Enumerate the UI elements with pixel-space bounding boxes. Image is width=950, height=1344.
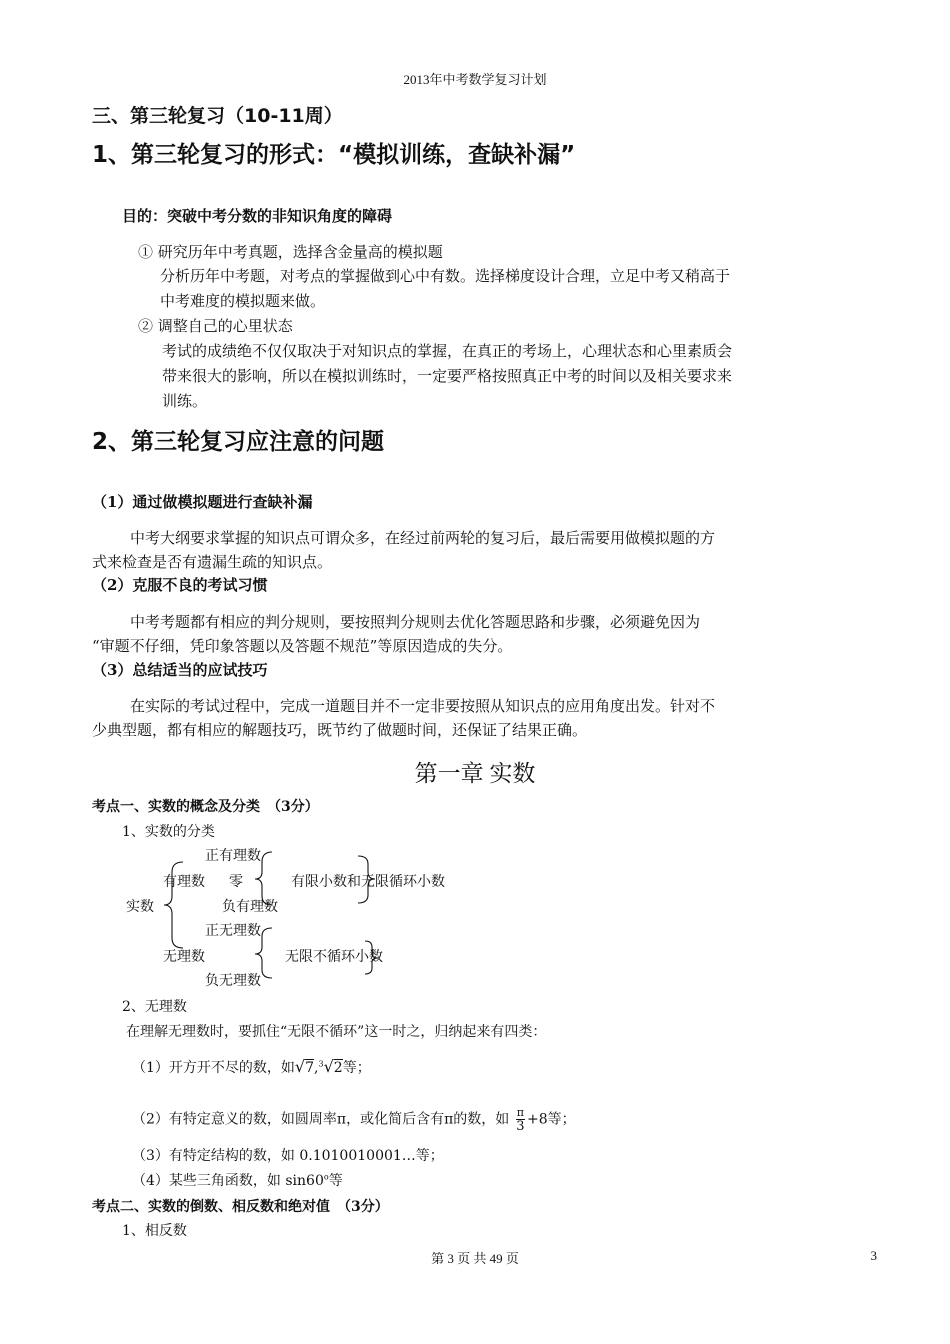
irrational-type-4 [132, 1170, 343, 1190]
page-header: 2013年中考数学复习计划 [403, 72, 547, 87]
kp2-subheading-opposite: 1、相反数 [122, 1223, 187, 1239]
goal-statement: 目的：突破中考分数的非知识角度的障碍 [122, 207, 393, 225]
irrational-intro: 在理解无理数时，要抓住“无限不循环”这一时之，归纳起来有四类： [126, 1024, 547, 1040]
tree-negative-rational: 负有理数 [222, 899, 278, 915]
brace-irrational [255, 928, 272, 978]
tree-rational: 有理数 [163, 874, 205, 890]
tree-root-real-numbers: 实数 [126, 899, 154, 915]
radical-sign-icon: √ [323, 1057, 334, 1076]
degree-mark: o [323, 1172, 329, 1182]
fraction-denominator: 3 [516, 1119, 525, 1134]
comma: , [314, 1060, 319, 1076]
tree-irrational: 无理数 [163, 949, 205, 965]
irrational-type-1-text: （1）开方开不尽的数，如 [132, 1060, 295, 1076]
irrational-type-2 [132, 1106, 576, 1133]
issue3-text-line2: 少典型题，都有相应的解题技巧，既节约了做题时间，还保证了结果正确。 [92, 721, 588, 739]
tree-zero: 零 [229, 874, 243, 890]
irrational-type-4-text: （4）某些三角函数，如 sin60 [132, 1173, 324, 1189]
issue2-title: （2）克服不良的考试习惯 [92, 576, 268, 594]
key-point-2: 考点二、实数的倒数、相反数和绝对值 （3分） [92, 1199, 389, 1215]
issue1-title: （1）通过做模拟题进行查缺补漏 [92, 493, 313, 511]
issue3-text-line1: 在实际的考试过程中，完成一道题目并不一定非要按照从知识点的应用角度出发。针对不 [130, 697, 716, 715]
brace-real-numbers [164, 862, 183, 948]
item1-text-line2: 中考难度的模拟题来做。 [160, 292, 326, 310]
item2-text-line3: 训练。 [162, 392, 208, 410]
issue1-text-line2: 式来检查是否有遗漏生疏的知识点。 [92, 553, 333, 571]
item1-text-line1: 分析历年中考题，对考点的掌握做到心中有数。选择梯度设计合理，立足中考又稍高于 [160, 267, 731, 285]
issue2-text-line2: “审题不仔细，凭印象答题以及答题不规范”等原因造成的失分。 [92, 637, 513, 655]
fraction-pi-over-3 [516, 1106, 525, 1133]
section-title: 三、第三轮复习（10-11周） [92, 105, 343, 127]
brace-irrational-right [365, 941, 378, 974]
page-number: 3 [870, 1248, 877, 1263]
tree-irrational-description: 无限不循环小数 [285, 949, 383, 965]
brace-rational [255, 852, 272, 905]
kp1-subheading-classification: 1、实数的分类 [122, 824, 215, 840]
issue1-text-line1: 中考大纲要求掌握的知识点可谓众多，在经过前两轮的复习后，最后需要用做模拟题的方 [130, 529, 716, 547]
irrational-type-2-text: （2）有特定意义的数，如圆周率π，或化简后含有π的数，如 [132, 1111, 510, 1128]
irrational-type-3: （3）有特定结构的数，如 0.1010010001…等； [132, 1148, 444, 1164]
item1-title: ① 研究历年中考真题，选择含金量高的模拟题 [138, 243, 443, 261]
item2-text-line2: 带来很大的影响，所以在模拟训练时，一定要严格按照真正中考的时间以及相关要求来 [162, 367, 733, 385]
cbrt-2: 2 [333, 1060, 343, 1076]
irrational-type-1-suffix: 等； [342, 1060, 371, 1076]
irrational-type-2-suffix: +8等； [527, 1111, 576, 1128]
sqrt-7: 7 [305, 1060, 315, 1076]
heading-form: 1、第三轮复习的形式：“模拟训练，查缺补漏” [92, 142, 576, 168]
issue2-text-line1: 中考考题都有相应的判分规则，要按照判分规则去优化答题思路和步骤，必须避免因为 [130, 613, 701, 631]
item2-text-line1: 考试的成绩绝不仅仅取决于对知识点的掌握，在真正的考场上，心理状态和心里素质会 [162, 342, 733, 360]
tree-rational-description: 有限小数和无限循环小数 [291, 874, 445, 890]
tree-negative-irrational: 负无理数 [205, 973, 261, 989]
heading-issues: 2、第三轮复习应注意的问题 [92, 429, 385, 455]
chapter-title: 第一章 实数 [414, 761, 536, 786]
irrational-type-4-suffix: 等 [328, 1173, 343, 1189]
item2-title: ② 调整自己的心里状态 [138, 317, 293, 335]
radical-sign-icon: √ [294, 1057, 306, 1076]
fraction-numerator: π [516, 1106, 524, 1119]
cube-root-index: 3 [318, 1059, 324, 1069]
page-footer: 第 3 页 共 49 页 [431, 1251, 519, 1266]
issue3-title: （3）总结适当的应试技巧 [92, 661, 268, 679]
kp1-subheading-irrational: 2、无理数 [122, 999, 187, 1015]
brace-rational-right [358, 856, 375, 903]
tree-positive-rational: 正有理数 [205, 848, 261, 864]
irrational-type-1 [132, 1057, 371, 1077]
tree-positive-irrational: 正无理数 [205, 923, 261, 939]
key-point-1: 考点一、实数的概念及分类 （3分） [92, 799, 319, 815]
